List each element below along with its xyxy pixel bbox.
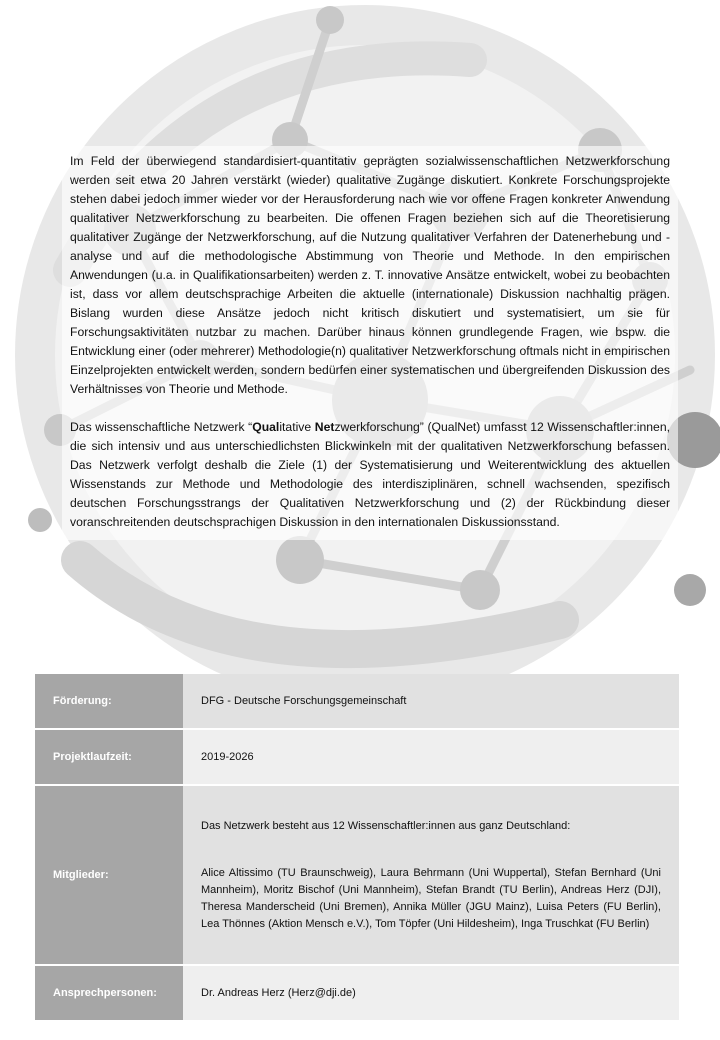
para2-bold-qual: Qual [252,420,280,434]
members-row [35,785,679,965]
members-value [183,785,679,965]
funding-label: Förderung: [35,674,183,729]
para2-pre: Das wissenschaftliche Netzwerk “ [70,420,253,434]
funding-row [35,674,679,729]
contact-value[interactable]: Dr. Andreas Herz (Herz@dji.de) [183,965,679,1021]
para2-post: zwerkforschung” (QualNet) umfasst 12 Wissenschaftler:innen, die sich intensiv und aus unterschiedlichsten Blickwinkeln mit der qualitativen Netzwerkforschung befassen. Das Netzwerk verfolgt deshalb die Ziele (1) der Systematisierung und Weiterentwicklung des aktuellen Wissenstands zur Methode und Methodologie des interdisziplinären, schnell wachsenden, spezifisch deutschen Forschungsstrangs der Qualitativen Netzwerkforschung und (2) der Rückbindung dieser voranschreitenden deutschsprachigen Diskussion in den internationalen Diskussionsstand. [70,420,670,529]
intro-paragraph-2 [70,418,670,532]
contact-row [35,965,679,1021]
duration-value: 2019-2026 [183,729,679,785]
project-info-table [35,674,679,1022]
members-label: Mitglieder: [35,785,183,965]
members-list: Alice Altissimo (TU Braunschweig), Laura Behrmann (Uni Wuppertal), Stefan Bernhard (Uni Mannheim), Moritz Bischof (Uni Mannheim), Stefan Brandt (TU Berlin), Andreas Herz (DJI), Theresa Manderscheid (Uni Bremen), Annika Müller (JGU Mainz), Luisa Peters (FU Berlin), Lea Thönnes (Aktion Mensch e.V.), Tom Töpfer (Uni Hildesheim), Inga Truschkat (FU Berlin) [201,866,661,930]
duration-row [35,729,679,785]
members-intro: Das Netzwerk besteht aus 12 Wissenschaftler:innen aus ganz Deutschland: [201,819,571,832]
para2-mid: itative [279,420,315,434]
duration-label: Projektlaufzeit: [35,729,183,785]
para2-bold-net: Net [314,420,335,434]
intro-text-block [62,146,678,540]
contact-label: Ansprechpersonen: [35,965,183,1021]
funding-value: DFG - Deutsche Forschungsgemeinschaft [183,674,679,729]
intro-paragraph-1: Im Feld der überwiegend standardisiert-quantitativ geprägten sozialwissenschaftlichen Netzwerkforschung werden seit etwa 20 Jahren verstärkt (wieder) qualitative Zugänge diskutiert. Konkrete Forschungsprojekte stehen dabei jedoch immer wieder vor der Herausforderung nach wie vor offene Fragen konkreter Anwendung qualitativer Netzwerkforschung zu bearbeiten. Die offenen Fragen beziehen sich auf die Theoretisierung qualitativer Zugänge der Netzwerkforschung, auf die Nutzung qualitativer Verfahren der Datenerhebung und -analyse und auf die methodologische Abstimmung von Theorie und Methode. In den empirischen Anwendungen (u.a. in Qualifikationsarbeiten) werden z. T. innovative Ansätze entwickelt, wobei zu beobachten ist, dass vor allem deutschsprachige Arbeiten die aktuelle (internationale) Diskussion nachhaltig prägen. Bislang wurden diese Ansätze jedoch nicht kritisch diskutiert und systematisiert, um sie für Forschungsaktivitäten nutzbar zu machen. Darüber hinaus können grundlegende Fragen, wie bspw. die Entwicklung einer (oder mehrerer) Methodologie(n) qualitativer Netzwerkforschung oftmals nicht in empirischen Einzelprojekten entwickelt werden, sondern bedürfen einer systematischen und übergreifenden Diskussion des Verhältnisses von Theorie und Methode. [70,154,670,396]
